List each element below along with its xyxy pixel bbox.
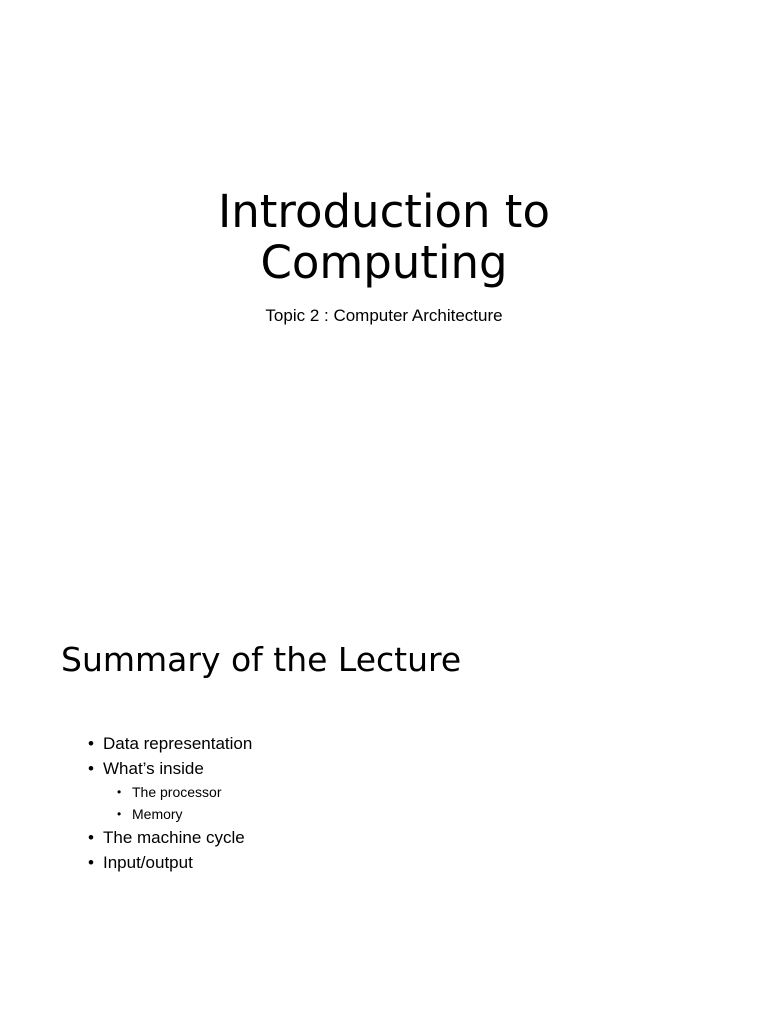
sub-list-item xyxy=(117,781,252,803)
list-item xyxy=(88,850,252,875)
summary-title: Summary of the Lecture xyxy=(61,640,462,679)
list-item xyxy=(88,756,252,781)
presentation-title-line-1: Introduction to xyxy=(218,185,550,238)
presentation-subtitle: Topic 2 : Computer Architecture xyxy=(265,306,503,325)
bullet-icon: • xyxy=(88,853,94,872)
bullet-icon: • xyxy=(117,785,122,799)
bullet-icon: • xyxy=(88,759,94,778)
list-item-label: Input/output xyxy=(103,853,193,872)
bullet-icon: • xyxy=(88,828,94,847)
sub-list-item-label: Memory xyxy=(132,806,183,822)
presentation-title xyxy=(0,186,768,288)
summary-bullet-list xyxy=(88,731,252,875)
sub-list-item xyxy=(117,803,252,825)
summary-slide xyxy=(0,576,768,1024)
bullet-icon: • xyxy=(117,807,122,821)
bullet-icon: • xyxy=(88,734,94,753)
sub-list-item-label: The processor xyxy=(132,784,222,800)
presentation-title-line-2: Computing xyxy=(260,236,508,289)
list-item-label: What’s inside xyxy=(103,759,204,778)
list-item-label: Data representation xyxy=(103,734,253,753)
list-item xyxy=(88,731,252,756)
list-item xyxy=(88,825,252,850)
list-item-label: The machine cycle xyxy=(103,828,245,847)
